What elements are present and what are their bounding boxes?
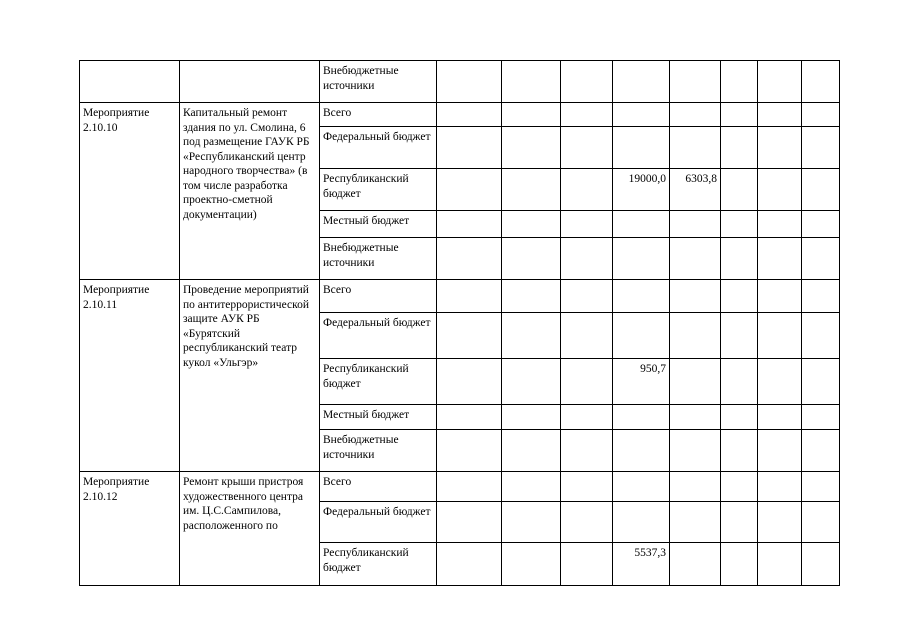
value-cell bbox=[613, 405, 670, 430]
event-description-cell: Капитальный ремонт здания по ул. Смолина, 6 под размещение ГАУК РБ «Республиканский центр народного творчества» (в том числе разработка проектно-сметной документации) bbox=[180, 103, 320, 280]
value-cell bbox=[502, 103, 561, 127]
value-cell bbox=[502, 61, 561, 103]
value-cell bbox=[802, 280, 840, 313]
value-cell bbox=[437, 405, 502, 430]
table-row bbox=[80, 280, 840, 313]
funding-source-cell: Внебюджетные источники bbox=[320, 61, 437, 103]
value-cell bbox=[670, 61, 721, 103]
budget-table bbox=[79, 60, 840, 586]
value-cell bbox=[802, 238, 840, 280]
event-description-cell bbox=[180, 61, 320, 103]
value-cell bbox=[437, 61, 502, 103]
value-cell bbox=[561, 127, 613, 169]
value-cell bbox=[802, 127, 840, 169]
value-cell bbox=[502, 405, 561, 430]
value-cell bbox=[670, 502, 721, 543]
value-cell bbox=[721, 502, 758, 543]
value-cell bbox=[721, 543, 758, 586]
value-cell bbox=[758, 543, 802, 586]
value-cell bbox=[802, 313, 840, 359]
value-cell bbox=[437, 103, 502, 127]
value-cell bbox=[613, 211, 670, 238]
value-cell bbox=[802, 472, 840, 502]
value-cell bbox=[437, 313, 502, 359]
table-row bbox=[80, 472, 840, 502]
value-cell bbox=[437, 211, 502, 238]
value-cell bbox=[721, 280, 758, 313]
value-cell bbox=[721, 211, 758, 238]
funding-source-cell: Федеральный бюджет bbox=[320, 127, 437, 169]
value-cell bbox=[758, 127, 802, 169]
value-cell bbox=[758, 405, 802, 430]
value-cell bbox=[802, 502, 840, 543]
value-cell: 950,7 bbox=[613, 359, 670, 405]
funding-source-cell: Всего bbox=[320, 472, 437, 502]
value-cell: 5537,3 bbox=[613, 543, 670, 586]
value-cell bbox=[613, 238, 670, 280]
value-cell bbox=[502, 169, 561, 211]
value-cell bbox=[670, 472, 721, 502]
value-cell bbox=[670, 359, 721, 405]
value-cell bbox=[613, 127, 670, 169]
value-cell bbox=[561, 502, 613, 543]
value-cell bbox=[561, 169, 613, 211]
funding-source-cell: Местный бюджет bbox=[320, 211, 437, 238]
value-cell bbox=[561, 359, 613, 405]
value-cell bbox=[721, 430, 758, 472]
value-cell bbox=[502, 359, 561, 405]
value-cell bbox=[670, 313, 721, 359]
funding-source-cell: Федеральный бюджет bbox=[320, 313, 437, 359]
value-cell bbox=[721, 472, 758, 502]
value-cell bbox=[613, 472, 670, 502]
value-cell bbox=[561, 103, 613, 127]
funding-source-cell: Федеральный бюджет bbox=[320, 502, 437, 543]
value-cell bbox=[561, 405, 613, 430]
funding-source-cell: Внебюджетные источники bbox=[320, 430, 437, 472]
value-cell bbox=[561, 280, 613, 313]
value-cell bbox=[802, 61, 840, 103]
value-cell bbox=[802, 103, 840, 127]
value-cell bbox=[502, 280, 561, 313]
table-row bbox=[80, 103, 840, 127]
table-row bbox=[80, 61, 840, 103]
value-cell bbox=[670, 543, 721, 586]
value-cell bbox=[802, 430, 840, 472]
event-description-cell: Проведение мероприятий по антитеррористической защите АУК РБ «Бурятский республиканский театр кукол «Ульгэр» bbox=[180, 280, 320, 472]
value-cell bbox=[721, 169, 758, 211]
value-cell bbox=[437, 543, 502, 586]
funding-source-cell: Местный бюджет bbox=[320, 405, 437, 430]
event-description-cell: Ремонт крыши пристроя художественного центра им. Ц.С.Сампилова, расположенного по bbox=[180, 472, 320, 586]
value-cell bbox=[721, 61, 758, 103]
value-cell bbox=[721, 405, 758, 430]
value-cell bbox=[502, 543, 561, 586]
value-cell bbox=[613, 430, 670, 472]
value-cell bbox=[613, 61, 670, 103]
value-cell bbox=[502, 238, 561, 280]
value-cell bbox=[802, 169, 840, 211]
funding-source-cell: Республиканский бюджет bbox=[320, 359, 437, 405]
value-cell bbox=[721, 238, 758, 280]
value-cell bbox=[758, 430, 802, 472]
value-cell bbox=[437, 127, 502, 169]
value-cell bbox=[561, 61, 613, 103]
value-cell bbox=[561, 211, 613, 238]
value-cell bbox=[758, 169, 802, 211]
value-cell bbox=[802, 405, 840, 430]
value-cell bbox=[502, 430, 561, 472]
value-cell bbox=[670, 103, 721, 127]
value-cell bbox=[758, 502, 802, 543]
value-cell bbox=[758, 238, 802, 280]
value-cell bbox=[670, 211, 721, 238]
event-code-cell: Мероприятие 2.10.12 bbox=[80, 472, 180, 586]
value-cell bbox=[437, 472, 502, 502]
event-code-cell: Мероприятие 2.10.10 bbox=[80, 103, 180, 280]
value-cell: 6303,8 bbox=[670, 169, 721, 211]
value-cell bbox=[561, 543, 613, 586]
value-cell bbox=[670, 127, 721, 169]
value-cell bbox=[721, 359, 758, 405]
value-cell bbox=[561, 430, 613, 472]
value-cell bbox=[502, 211, 561, 238]
value-cell bbox=[502, 127, 561, 169]
value-cell bbox=[721, 127, 758, 169]
funding-source-cell: Внебюджетные источники bbox=[320, 238, 437, 280]
value-cell bbox=[670, 430, 721, 472]
value-cell bbox=[758, 61, 802, 103]
value-cell bbox=[802, 543, 840, 586]
value-cell bbox=[437, 280, 502, 313]
value-cell bbox=[670, 405, 721, 430]
value-cell bbox=[670, 280, 721, 313]
funding-source-cell: Всего bbox=[320, 103, 437, 127]
value-cell bbox=[437, 502, 502, 543]
value-cell bbox=[561, 472, 613, 502]
value-cell bbox=[721, 313, 758, 359]
value-cell bbox=[502, 313, 561, 359]
event-code-cell bbox=[80, 61, 180, 103]
funding-source-cell: Республиканский бюджет bbox=[320, 169, 437, 211]
funding-source-cell: Республиканский бюджет bbox=[320, 543, 437, 586]
value-cell bbox=[802, 211, 840, 238]
value-cell bbox=[613, 502, 670, 543]
value-cell bbox=[437, 238, 502, 280]
value-cell bbox=[758, 472, 802, 502]
value-cell bbox=[561, 313, 613, 359]
value-cell bbox=[721, 103, 758, 127]
value-cell bbox=[802, 359, 840, 405]
event-code-cell: Мероприятие 2.10.11 bbox=[80, 280, 180, 472]
value-cell: 19000,0 bbox=[613, 169, 670, 211]
value-cell bbox=[758, 313, 802, 359]
value-cell bbox=[613, 313, 670, 359]
value-cell bbox=[502, 472, 561, 502]
value-cell bbox=[670, 238, 721, 280]
funding-source-cell: Всего bbox=[320, 280, 437, 313]
value-cell bbox=[502, 502, 561, 543]
value-cell bbox=[437, 430, 502, 472]
value-cell bbox=[758, 359, 802, 405]
value-cell bbox=[758, 280, 802, 313]
value-cell bbox=[758, 103, 802, 127]
value-cell bbox=[613, 280, 670, 313]
value-cell bbox=[437, 359, 502, 405]
value-cell bbox=[437, 169, 502, 211]
value-cell bbox=[561, 238, 613, 280]
value-cell bbox=[613, 103, 670, 127]
value-cell bbox=[758, 211, 802, 238]
